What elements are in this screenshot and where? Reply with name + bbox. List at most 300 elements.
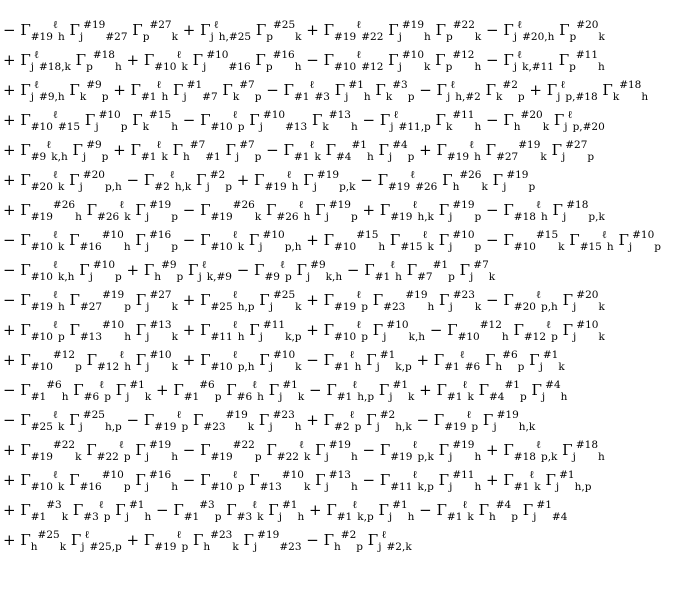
equation-term: ℓ: [176, 409, 182, 421]
equation-term: ℓ: [601, 229, 607, 241]
equation-term: Γ: [526, 381, 542, 399]
equation-term: #6: [199, 379, 215, 391]
equation-term: − Γ: [177, 231, 211, 249]
equation-term: Γ: [524, 351, 540, 369]
equation-term: Γ: [251, 21, 267, 39]
equation-term: #19: [102, 289, 125, 301]
equation-term: − Γ: [121, 411, 155, 429]
equation-term: #27: [565, 139, 588, 151]
equation-term: #13: [259, 481, 282, 493]
equation-term: − Γ: [481, 51, 514, 69]
equation-term: k: [481, 181, 488, 193]
equation-term: ℓ: [279, 259, 285, 271]
equation-line: [3, 47, 676, 77]
equation-term: h: [294, 421, 302, 433]
equation-term: #13: [285, 121, 308, 133]
equation-line: [3, 287, 676, 317]
equation-term: + Γ: [3, 321, 31, 339]
equation-term: #20: [30, 181, 53, 193]
equation-term: k: [542, 121, 550, 133]
equation-term: ℓ: [52, 169, 58, 181]
equation-term: p: [351, 211, 358, 223]
equation-term: #19: [83, 19, 106, 31]
equation-term: #1: [30, 511, 47, 523]
equation-term: Γ: [478, 411, 494, 429]
equation-term: + Γ: [301, 411, 335, 429]
equation-term: #16: [79, 481, 102, 493]
equation-term: j: [126, 391, 130, 403]
equation-term: k: [303, 451, 311, 463]
equation-term: h: [350, 451, 358, 463]
equation-term: #20: [513, 301, 536, 313]
equation-term: − Γ: [357, 441, 391, 459]
equation-line-render: [3, 347, 676, 377]
equation-line-text: [3, 319, 605, 343]
equation-term: #19: [446, 151, 470, 163]
equation-term: ℓ: [118, 439, 124, 451]
equation-term: Γ: [74, 261, 90, 279]
equation-term: #20: [520, 109, 543, 121]
equation-term: p: [86, 61, 93, 73]
equation-term: k: [247, 421, 255, 433]
equation-term: #15: [149, 109, 172, 121]
equation-term: k,h: [51, 151, 68, 163]
equation-term: #19: [506, 169, 529, 181]
equation-line-text: [3, 379, 568, 403]
equation-term: ℓ: [535, 199, 541, 211]
equation-term: j: [376, 361, 380, 373]
equation-term: p: [237, 481, 245, 493]
equation-term: #13: [79, 331, 103, 343]
equation-term: #6: [502, 349, 518, 361]
equation-term: j: [235, 151, 240, 163]
equation-term: #16: [149, 469, 172, 481]
equation-line: [3, 467, 676, 497]
equation-term: p: [171, 241, 178, 253]
equation-term: h: [641, 91, 649, 103]
equation-term: #10: [210, 481, 233, 493]
equation-term: #19: [405, 289, 428, 301]
equation-term: #20: [82, 169, 105, 181]
equation-term: j: [269, 361, 273, 373]
equation-term: − Γ: [177, 471, 211, 489]
equation-term: #1: [183, 391, 200, 403]
equation-term: k: [558, 361, 565, 373]
equation-term: h: [183, 151, 190, 163]
equation-term: p: [517, 91, 525, 103]
equation-line-text: [3, 49, 605, 73]
equation-term: #1: [30, 391, 47, 403]
equation-term: + Γ: [304, 501, 337, 519]
equation-term: ℓ: [232, 289, 238, 301]
equation-term: Γ: [244, 471, 260, 489]
equation-term: Γ: [217, 81, 233, 99]
equation-term: Γ: [508, 321, 524, 339]
equation-line-text: [3, 19, 605, 43]
equation-term: ℓ: [390, 259, 396, 271]
equation-term: ℓ: [356, 49, 362, 61]
equation-term: #27: [79, 301, 103, 313]
equation-term: j: [388, 151, 393, 163]
equation-term: #7: [473, 259, 489, 271]
equation-term: #19: [154, 421, 177, 433]
equation-line: [3, 497, 676, 527]
equation-term: #25: [30, 421, 53, 433]
equation-term: Γ: [564, 231, 580, 249]
equation-term: h: [291, 181, 299, 193]
equation-line: [3, 437, 676, 467]
equation-term: Γ: [66, 531, 82, 549]
equation-term: #26: [459, 169, 482, 181]
equation-term: #1: [336, 511, 353, 523]
equation-term: h: [57, 301, 65, 313]
equation-term: #19: [496, 409, 519, 421]
equation-term: #18: [513, 451, 536, 463]
equation-term: k: [171, 301, 178, 313]
equation-term: #2: [209, 169, 226, 181]
equation-term: j: [198, 271, 202, 283]
equation-term: #2,k: [386, 541, 412, 553]
equation-term: − Γ: [3, 231, 31, 249]
equation-term: ℓ: [52, 289, 58, 301]
equation-term: #6: [83, 391, 100, 403]
equation-term: #20: [576, 19, 599, 31]
equation-term: j: [259, 331, 263, 343]
equation-term: #10: [101, 469, 124, 481]
equation-line-render: [3, 167, 676, 197]
equation-term: #6: [464, 361, 481, 373]
equation-term: k: [144, 391, 152, 403]
equation-term: k,#11: [522, 61, 554, 73]
equation-term: k: [558, 241, 565, 253]
equation-term: h: [115, 61, 122, 73]
equation-term: − Γ: [301, 351, 335, 369]
equation-term: ℓ: [410, 169, 416, 181]
equation-term: ℓ: [535, 289, 541, 301]
equation-term: Γ: [557, 291, 574, 309]
equation-term: Γ: [64, 171, 80, 189]
equation-term: − Γ: [121, 171, 155, 189]
equation-term: #11: [452, 109, 475, 121]
equation-term: ℓ: [546, 319, 552, 331]
equation-term: k: [295, 31, 302, 43]
equation-term: j: [446, 91, 451, 103]
equation-term: ℓ: [349, 349, 355, 361]
equation-term: k,p: [357, 511, 374, 523]
equation-term: p: [225, 181, 232, 193]
equation-term: #10: [386, 319, 409, 331]
equation-term: k: [75, 451, 82, 463]
equation-term: #6: [46, 379, 62, 391]
equation-term: j: [206, 181, 210, 193]
equation-line-render: [3, 497, 676, 527]
equation-term: p: [181, 421, 189, 433]
equation-term: #15: [535, 229, 559, 241]
equation-term: Γ: [320, 141, 336, 159]
equation-term: − Γ: [355, 171, 388, 189]
equation-term: Γ: [254, 351, 270, 369]
equation-term: #18: [575, 439, 599, 451]
equation-term: Γ: [263, 381, 280, 399]
equation-term: Γ: [383, 21, 399, 39]
equation-term: j: [79, 31, 84, 43]
equation-term: j: [306, 271, 311, 283]
equation-term: h: [474, 451, 482, 463]
equation-term: + Γ: [3, 471, 31, 489]
equation-term: j: [30, 91, 35, 103]
equation-term: #9: [310, 259, 326, 271]
equation-term: p: [104, 391, 111, 403]
equation-term: ℓ: [381, 529, 387, 541]
equation-term: #25: [272, 289, 296, 301]
equation-term: ℓ: [52, 469, 58, 481]
equation-term: j: [210, 31, 214, 43]
equation-term: ℓ: [309, 79, 315, 91]
equation-term: h: [161, 91, 169, 103]
equation-term: #19: [225, 409, 248, 421]
equation-term: j: [183, 91, 187, 103]
equation-term: + Γ: [177, 291, 211, 309]
equation-term: #26: [415, 181, 438, 193]
equation-term: ℓ: [34, 49, 40, 61]
equation-term: p: [254, 91, 262, 103]
equation-term: h: [171, 121, 178, 133]
equation-term: Γ: [127, 21, 143, 39]
equation-term: #4: [336, 151, 352, 163]
equation-term: #1: [542, 349, 559, 361]
equation-term: p: [57, 331, 65, 343]
equation-term: #19: [452, 439, 475, 451]
equation-term: #22: [276, 451, 299, 463]
equation-term: ℓ: [119, 349, 125, 361]
equation-term: Γ: [238, 531, 254, 549]
equation-term: ℓ: [412, 199, 418, 211]
equation-term: #11: [575, 49, 599, 61]
equation-term: ℓ: [517, 19, 523, 31]
equation-term: j: [383, 331, 387, 343]
equation-line: [3, 77, 676, 107]
equation-term: #7: [202, 91, 218, 103]
equation-term: j: [449, 241, 453, 253]
equation-term: j: [390, 121, 394, 133]
equation-term: p: [528, 181, 536, 193]
equation-term: h: [57, 31, 65, 43]
equation-term: − Γ: [481, 291, 514, 309]
equation-term: #25: [82, 409, 105, 421]
equation-term: #19: [30, 211, 53, 223]
equation-term: k: [303, 481, 311, 493]
equation-term: p: [254, 451, 262, 463]
equation-term: ℓ: [98, 499, 104, 511]
equation-term: #10: [262, 109, 286, 121]
equation-term: #12: [452, 49, 475, 61]
equation-term: Γ: [81, 441, 97, 459]
equation-term: j: [79, 421, 83, 433]
equation-term: #19: [518, 139, 541, 151]
equation-term: p,#20: [572, 121, 605, 133]
equation-term: j: [203, 61, 207, 73]
equation-term: #19: [390, 211, 413, 223]
equation-term: #12: [361, 61, 384, 73]
equation-term: k: [61, 511, 69, 523]
equation-term: − Γ: [301, 51, 335, 69]
equation-term: Γ: [81, 201, 98, 219]
equation-term: #19: [452, 199, 475, 211]
equation-term: ℓ: [529, 469, 535, 481]
equation-term: h: [154, 271, 162, 283]
equation-term: ℓ: [46, 139, 52, 151]
equation-term: h,p: [237, 301, 255, 313]
equation-term: Γ: [540, 471, 556, 489]
equation-term: h: [171, 481, 178, 493]
equation-term: p: [181, 541, 189, 553]
equation-term: k: [612, 91, 620, 103]
equation-term: #22: [96, 451, 119, 463]
equation-term: Γ: [187, 51, 204, 69]
equation-term: ℓ: [232, 229, 238, 241]
equation-term: + Γ: [3, 51, 31, 69]
equation-term: k: [534, 481, 541, 493]
equation-term: Γ: [367, 321, 384, 339]
equation-term: #19: [149, 199, 172, 211]
equation-term: Γ: [127, 111, 143, 129]
equation-term: + Γ: [108, 141, 141, 159]
equation-term: − Γ: [177, 201, 211, 219]
equation-term: ℓ: [298, 439, 304, 451]
equation-term: + Γ: [177, 351, 211, 369]
equation-term: ℓ: [567, 109, 573, 121]
equation-term: #10: [101, 229, 124, 241]
equation-term: #12: [479, 319, 502, 331]
equation-line: [3, 377, 676, 407]
equation-term: p,k: [339, 181, 356, 193]
equation-term: #27: [149, 289, 172, 301]
equation-line-render: [3, 107, 676, 137]
equation-term: k: [171, 31, 178, 43]
equation-term: Γ: [64, 291, 80, 309]
equation-term: j: [278, 511, 282, 523]
equation-line-text: [3, 199, 605, 223]
equation-term: + Γ: [411, 351, 445, 369]
equation-term: #19: [390, 451, 413, 463]
equation-term: j: [253, 541, 258, 553]
equation-term: j: [449, 451, 453, 463]
equation-term: ℓ: [535, 439, 541, 451]
equation-term: j: [561, 151, 566, 163]
equation-term: #1: [140, 151, 157, 163]
equation-term: ℓ: [34, 79, 40, 91]
equation-term: h: [606, 241, 614, 253]
equation-line: [3, 317, 676, 347]
equation-term: − Γ: [177, 111, 211, 129]
equation-term: ℓ: [252, 379, 258, 391]
equation-term: Γ: [547, 201, 563, 219]
equation-term: h: [474, 121, 482, 133]
equation-term: − Γ: [177, 441, 211, 459]
equation-term: #12: [97, 361, 120, 373]
equation-term: #9: [264, 271, 280, 283]
equation-term: + Γ: [3, 501, 31, 519]
equation-term: #22: [452, 19, 475, 31]
equation-term: #15: [57, 121, 81, 133]
equation-term: + Γ: [121, 51, 155, 69]
equation-term: #1: [446, 511, 463, 523]
equation-term: j: [145, 481, 150, 493]
equation-term: #1: [351, 139, 367, 151]
equation-term: k: [424, 61, 431, 73]
equation-line-text: [3, 79, 648, 103]
equation-term: ℓ: [356, 19, 362, 31]
equation-term: ℓ: [422, 229, 428, 241]
equation-term: Γ: [433, 231, 450, 249]
equation-term: ℓ: [356, 319, 362, 331]
equation-term: #16: [149, 229, 172, 241]
equation-term: j: [79, 181, 83, 193]
equation-term: p,h: [284, 241, 302, 253]
equation-term: k: [474, 301, 482, 313]
equation-term: − Γ: [261, 81, 294, 99]
equation-line-render: [3, 197, 676, 227]
equation-term: #3: [314, 91, 330, 103]
equation-term: h: [474, 61, 482, 73]
equation-term: #1: [334, 361, 350, 373]
equation-line-text: [3, 409, 536, 433]
equation-term: h,k: [518, 421, 536, 433]
equation-term: − Γ: [3, 291, 31, 309]
equation-term: ℓ: [52, 109, 58, 121]
equation-term: #7: [239, 79, 255, 91]
equation-term: p: [266, 31, 273, 43]
equation-term: Γ: [130, 441, 146, 459]
equation-term: Γ: [183, 261, 199, 279]
equation-term: h: [407, 511, 415, 523]
equation-term: ℓ: [469, 139, 475, 151]
equation-term: k: [540, 151, 547, 163]
equation-term: k: [142, 121, 150, 133]
equation-term: k: [171, 331, 178, 343]
equation-term: p: [569, 31, 577, 43]
equation-term: #10: [334, 61, 357, 73]
equation-term: ℓ: [176, 529, 182, 541]
equation-term: Γ: [383, 51, 399, 69]
equation-term: #2: [502, 79, 518, 91]
equation-term: #1: [536, 499, 552, 511]
equation-term: Γ: [473, 501, 489, 519]
equation-term: j: [513, 61, 518, 73]
equation-term: k: [295, 301, 302, 313]
equation-term: #1: [392, 379, 409, 391]
equation-term: − Γ: [414, 81, 447, 99]
equation-term: ℓ: [169, 169, 175, 181]
equation-term: #10: [457, 331, 480, 343]
equation-term: #10: [281, 469, 304, 481]
equation-term: Γ: [546, 141, 562, 159]
equation-term: k,#9: [206, 271, 232, 283]
equation-term: #9: [30, 151, 47, 163]
equation-term: #20,h: [522, 31, 555, 43]
equation-term: #19: [154, 541, 177, 553]
equation-term: ℓ: [232, 109, 238, 121]
equation-term: p: [361, 331, 368, 343]
equation-term: ℓ: [232, 469, 238, 481]
equation-term: #27: [105, 31, 128, 43]
equation-term: + Γ: [414, 141, 447, 159]
equation-term: #10: [513, 241, 536, 253]
equation-term: ℓ: [156, 79, 162, 91]
equation-term: ℓ: [450, 79, 456, 91]
equation-term: #10: [334, 241, 357, 253]
equation-term: + Γ: [3, 81, 31, 99]
